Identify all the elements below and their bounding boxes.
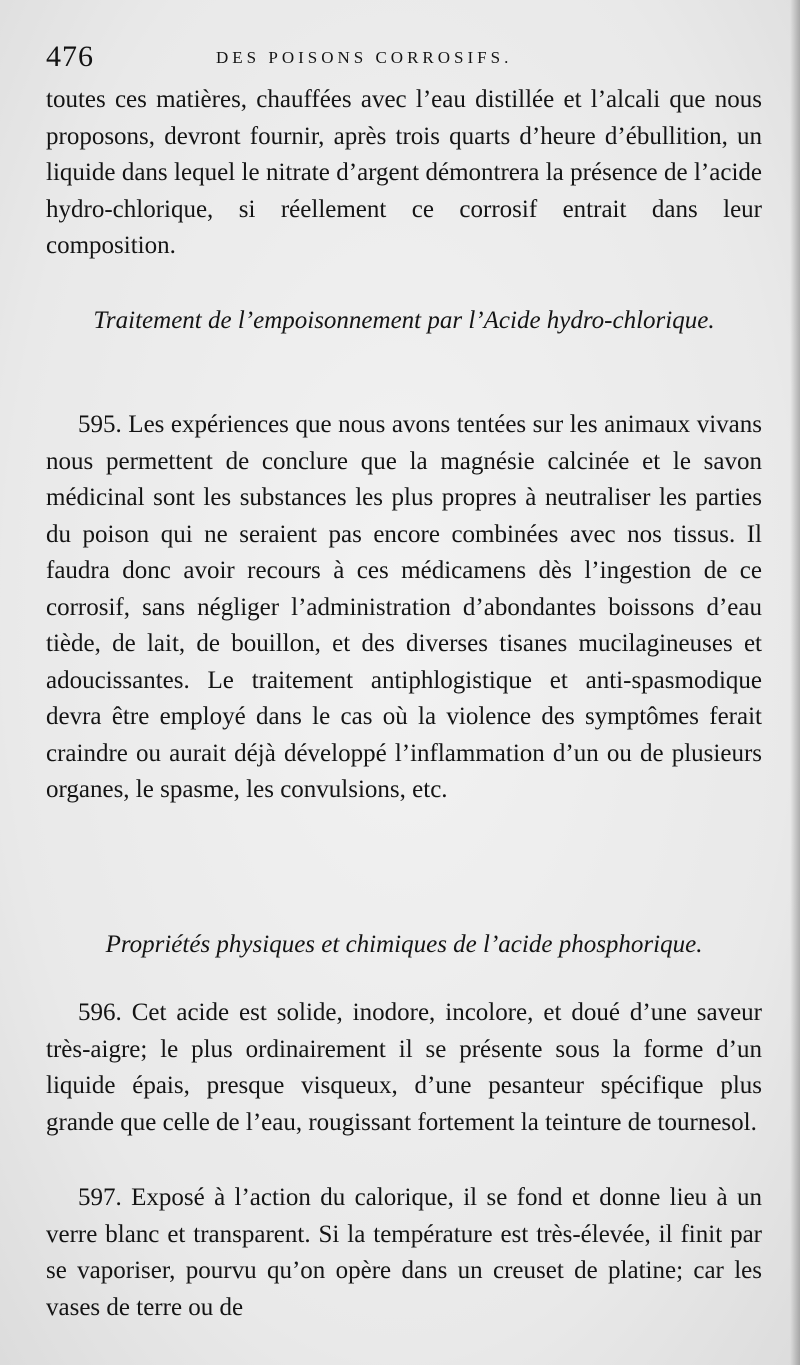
section-number-595: 595. — [78, 411, 122, 438]
page-header — [46, 40, 762, 80]
paragraph-continuation: toutes ces matières, chauffées avec l’eau distillée et l’alcali que nous proposons, devront fournir, après trois quarts d’heure d’ébullition, un liquide dans lequel le nitrate d’argent démontrera la présence de l’acide hydro-chlorique, si réellement ce corrosif entrait dans leur composition. — [46, 86, 762, 259]
paragraph-597-text: Exposé à l’action du calorique, il se fond et donne lieu à un verre blanc et transparent. Si la température est très-élevée, il finit par se vaporiser, pourvu qu’on opère dans un creuset de platine; car les vases de terre ou de — [46, 1184, 762, 1321]
section-heading-traitement: Traitement de l’empoisonnement par l’Acide hydro-chlorique. — [93, 307, 715, 334]
running-head: DES POISONS CORROSIFS. — [216, 48, 513, 67]
section-number-597: 597. — [78, 1184, 122, 1211]
section-number-596: 596. — [78, 999, 122, 1026]
paragraph-595-text: Les expériences que nous avons tentées sur les animaux vivans nous permettent de conclure que la magnésie calcinée et le savon médicinal sont les substances les plus propres à neutraliser les parties du poison qui ne seraient pas encore combinées avec nos tissus. Il faudra donc avoir recours à ces médicamens dès l’ingestion de ce corrosif, sans négliger l’administration d’abondantes boissons d’eau tiède, de lait, de bouillon, et des diverses tisanes mucilagineuses et adoucissantes. Le traitement antiphlogistique et anti-spasmodique devra être employé dans le cas où la violence des symptômes ferait craindre ou aurait déjà développé l’inflammation d’un ou de plusieurs organes, le spasme, les convulsions, etc. — [46, 411, 762, 803]
page-edge-shadow — [790, 0, 800, 1365]
paragraph-595 — [46, 407, 762, 809]
section-heading-proprietes: Propriétés physiques et chimiques de l’acide phosphorique. — [105, 931, 703, 958]
paragraph-596 — [46, 995, 762, 1141]
page-number: 476 — [46, 40, 94, 73]
paragraph-597 — [46, 1180, 762, 1326]
paragraph-596-text: Cet acide est solide, inodore, incolore, et doué d’une saveur très-aigre; le plus ordinairement il se présente sous la forme d’un liquide épais, presque visqueux, d’une pesanteur spécifique plus grande que celle de l’eau, rougissant fortement la teinture de tournesol. — [46, 999, 762, 1136]
